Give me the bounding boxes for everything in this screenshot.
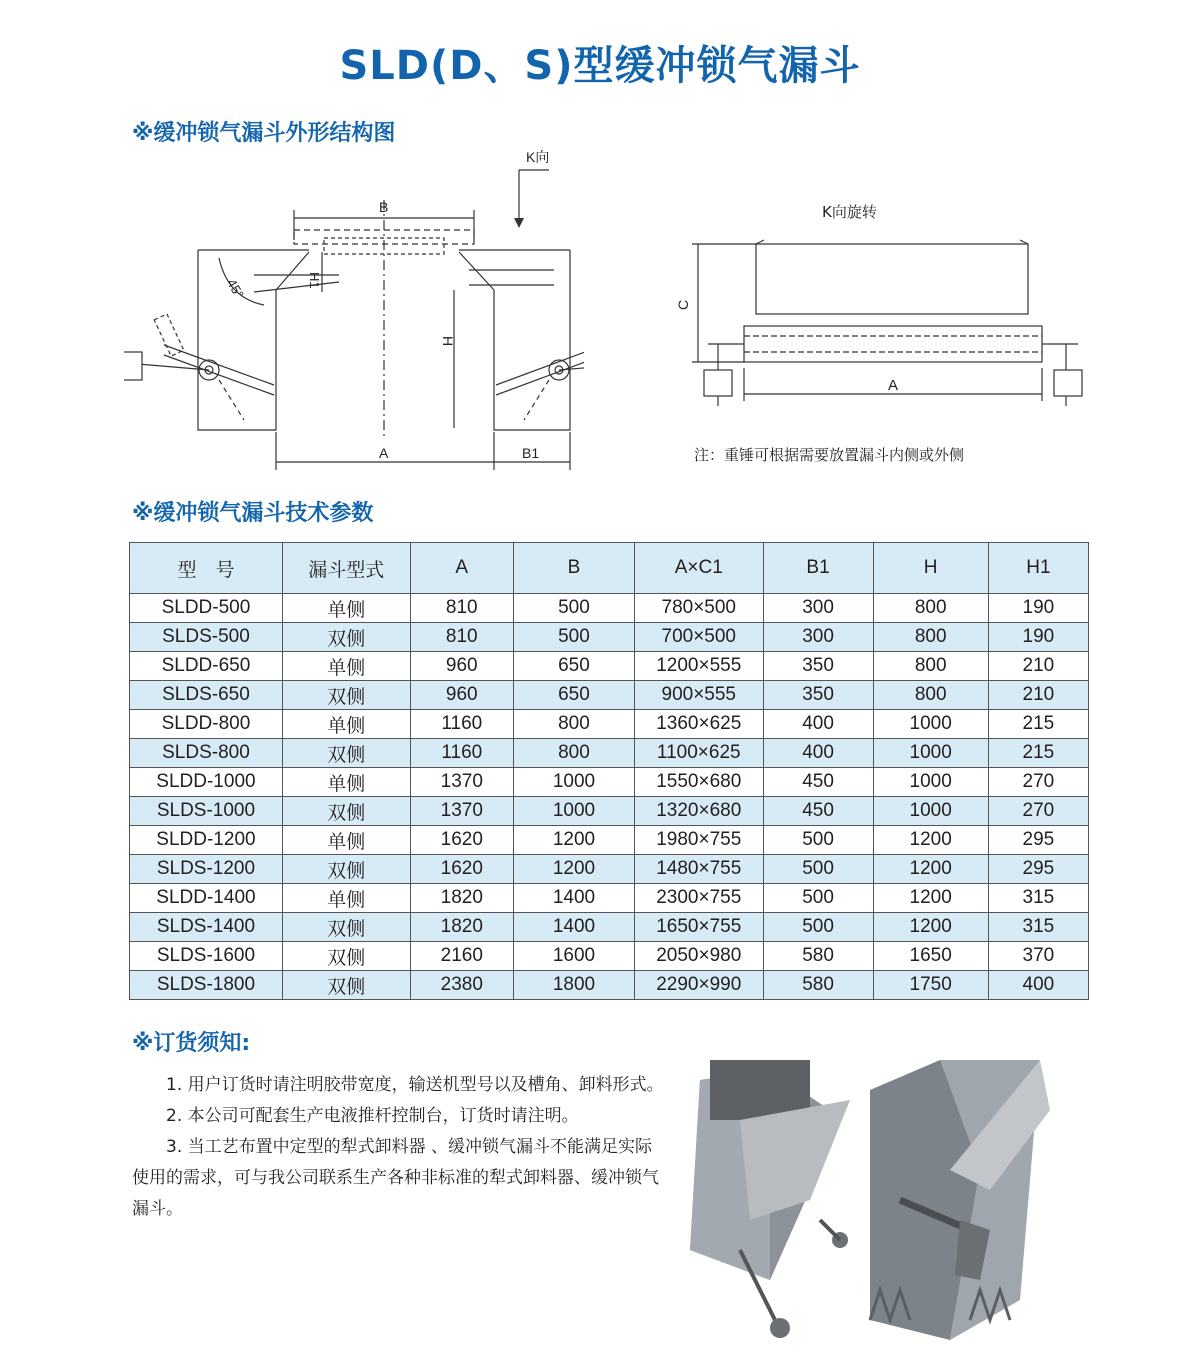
cell-model: SLDD-650 <box>130 652 283 681</box>
cell-type: 双侧 <box>282 797 410 826</box>
cell-type: 单侧 <box>282 768 410 797</box>
cell-a-c1: 780×500 <box>635 594 764 623</box>
table-row <box>130 710 1089 739</box>
cell-a: 1160 <box>410 739 513 768</box>
side-dim-a-label: A <box>888 377 899 394</box>
cell-a: 810 <box>410 623 513 652</box>
cell-a-c1: 1320×680 <box>635 797 764 826</box>
cell-type: 单侧 <box>282 884 410 913</box>
cell-h1: 270 <box>988 797 1088 826</box>
table-row <box>130 623 1089 652</box>
k-arrow-label: K向 <box>526 149 550 165</box>
cell-h: 800 <box>873 681 988 710</box>
dim-c-label: C <box>675 299 691 310</box>
cell-type: 双侧 <box>282 681 410 710</box>
front-view-diagram <box>124 140 584 480</box>
cell-h: 1200 <box>873 855 988 884</box>
notice-item-1: 1. 用户订货时请注明胶带宽度，输送机型号以及槽角、卸料形式。 <box>166 1075 664 1095</box>
cell-a: 1370 <box>410 797 513 826</box>
cell-b1: 400 <box>763 739 873 768</box>
cell-h1: 190 <box>988 594 1088 623</box>
cell-model: SLDS-1200 <box>130 855 283 884</box>
cell-model: SLDS-1400 <box>130 913 283 942</box>
cell-model: SLDS-650 <box>130 681 283 710</box>
cell-h: 1200 <box>873 913 988 942</box>
table-row <box>130 913 1089 942</box>
parameters-heading: ※缓冲锁气漏斗技术参数 <box>132 501 374 526</box>
left-side-counterweight <box>704 370 732 396</box>
cell-h1: 295 <box>988 826 1088 855</box>
cell-b: 650 <box>513 681 634 710</box>
cell-a: 2380 <box>410 971 513 1000</box>
cell-h: 800 <box>873 594 988 623</box>
cell-b: 1200 <box>513 826 634 855</box>
cell-h: 1750 <box>873 971 988 1000</box>
table-row <box>130 855 1089 884</box>
table-header-row <box>130 543 1089 594</box>
cell-h1: 215 <box>988 710 1088 739</box>
dim-h1-label: H1 <box>307 272 322 289</box>
left-counterweight <box>124 352 142 380</box>
cell-a: 1820 <box>410 913 513 942</box>
cell-model: SLDD-500 <box>130 594 283 623</box>
structure-heading: ※缓冲锁气漏斗外形结构图 <box>132 121 396 146</box>
table-row <box>130 739 1089 768</box>
weight-note: 注：重锤可根据需要放置漏斗内侧或外侧 <box>694 446 965 464</box>
dim-h-label: H <box>440 336 456 347</box>
cell-a-c1: 2290×990 <box>635 971 764 1000</box>
cell-b1: 500 <box>763 913 873 942</box>
cell-a: 960 <box>410 681 513 710</box>
cell-model: SLDS-1800 <box>130 971 283 1000</box>
cell-b: 500 <box>513 623 634 652</box>
right-side-counterweight <box>1054 370 1082 396</box>
dim-b1-label: B1 <box>522 445 540 461</box>
cell-a-c1: 1200×555 <box>635 652 764 681</box>
cell-a: 1820 <box>410 884 513 913</box>
cell-a: 960 <box>410 652 513 681</box>
cell-type: 单侧 <box>282 594 410 623</box>
side-view-title: K向旋转 <box>822 203 877 221</box>
cell-a-c1: 1650×755 <box>635 913 764 942</box>
table-row <box>130 971 1089 1000</box>
cell-b: 1400 <box>513 884 634 913</box>
cell-model: SLDS-1000 <box>130 797 283 826</box>
cell-a: 1620 <box>410 855 513 884</box>
cell-a-c1: 900×555 <box>635 681 764 710</box>
page-title: SLD(D、S)型缓冲锁气漏斗 <box>339 43 861 89</box>
cell-a-c1: 2050×980 <box>635 942 764 971</box>
cell-b: 1800 <box>513 971 634 1000</box>
cell-h1: 315 <box>988 913 1088 942</box>
cell-b: 1600 <box>513 942 634 971</box>
cell-h1: 295 <box>988 855 1088 884</box>
cell-type: 双侧 <box>282 855 410 884</box>
table-row <box>130 884 1089 913</box>
cell-h1: 210 <box>988 652 1088 681</box>
cell-model: SLDD-1000 <box>130 768 283 797</box>
cell-b: 1400 <box>513 913 634 942</box>
cell-b1: 580 <box>763 971 873 1000</box>
header-model: 型 号 <box>130 543 283 594</box>
cell-a-c1: 2300×755 <box>635 884 764 913</box>
cell-b1: 300 <box>763 594 873 623</box>
angle-label: 45° <box>224 276 247 301</box>
table-row <box>130 797 1089 826</box>
product-photo-double <box>860 1050 1060 1340</box>
cell-b1: 580 <box>763 942 873 971</box>
spec-table <box>129 542 1089 1000</box>
cell-type: 单侧 <box>282 652 410 681</box>
cell-a: 1160 <box>410 710 513 739</box>
table-row <box>130 826 1089 855</box>
cell-h: 1000 <box>873 768 988 797</box>
cell-b1: 500 <box>763 826 873 855</box>
cell-h1: 370 <box>988 942 1088 971</box>
cell-h: 1200 <box>873 884 988 913</box>
cell-h1: 210 <box>988 681 1088 710</box>
cell-b1: 300 <box>763 623 873 652</box>
cell-model: SLDD-1200 <box>130 826 283 855</box>
cell-a: 2160 <box>410 942 513 971</box>
cell-b1: 500 <box>763 855 873 884</box>
cell-b: 1000 <box>513 768 634 797</box>
cell-model: SLDS-1600 <box>130 942 283 971</box>
cell-b1: 350 <box>763 681 873 710</box>
table-row <box>130 652 1089 681</box>
table-row <box>130 594 1089 623</box>
cell-b: 650 <box>513 652 634 681</box>
cell-b1: 450 <box>763 797 873 826</box>
cell-model: SLDD-1400 <box>130 884 283 913</box>
header-b1: B1 <box>763 543 873 594</box>
cell-b: 800 <box>513 739 634 768</box>
cell-b: 1000 <box>513 797 634 826</box>
cell-model: SLDS-500 <box>130 623 283 652</box>
cell-a: 1370 <box>410 768 513 797</box>
table-row <box>130 942 1089 971</box>
cell-a-c1: 1360×625 <box>635 710 764 739</box>
cell-b: 1200 <box>513 855 634 884</box>
cell-a: 810 <box>410 594 513 623</box>
cell-type: 双侧 <box>282 739 410 768</box>
cell-h: 1000 <box>873 739 988 768</box>
cell-type: 双侧 <box>282 942 410 971</box>
table-row <box>130 768 1089 797</box>
header-a-c1: A×C1 <box>635 543 764 594</box>
cell-model: SLDS-800 <box>130 739 283 768</box>
cell-b1: 500 <box>763 884 873 913</box>
roller-shaft <box>744 326 1042 362</box>
cell-a-c1: 1980×755 <box>635 826 764 855</box>
table-row <box>130 681 1089 710</box>
cell-a: 1620 <box>410 826 513 855</box>
header-h: H <box>873 543 988 594</box>
cell-h: 1000 <box>873 797 988 826</box>
ordering-heading: ※订货须知: <box>132 1031 251 1056</box>
cell-b1: 400 <box>763 710 873 739</box>
header-type: 漏斗型式 <box>282 543 410 594</box>
dim-a-label: A <box>379 445 389 461</box>
cell-h: 1650 <box>873 942 988 971</box>
cell-h: 800 <box>873 623 988 652</box>
cell-type: 双侧 <box>282 913 410 942</box>
notice-item-3: 3. 当工艺布置中定型的犁式卸料器 、缓冲锁气漏斗不能满足实际使用的需求，可与我公司联系生产各种非标准的犁式卸料器、缓冲锁气漏斗。 <box>132 1137 659 1219</box>
cell-type: 单侧 <box>282 710 410 739</box>
cell-a-c1: 1480×755 <box>635 855 764 884</box>
cell-h: 800 <box>873 652 988 681</box>
cell-model: SLDD-800 <box>130 710 283 739</box>
cell-h: 1200 <box>873 826 988 855</box>
cell-a-c1: 1100×625 <box>635 739 764 768</box>
right-hopper-outline <box>494 250 570 430</box>
cell-b1: 350 <box>763 652 873 681</box>
cell-b1: 450 <box>763 768 873 797</box>
cell-type: 双侧 <box>282 623 410 652</box>
cell-h1: 400 <box>988 971 1088 1000</box>
cell-h1: 270 <box>988 768 1088 797</box>
ordering-notes <box>132 1070 668 1225</box>
cell-h1: 190 <box>988 623 1088 652</box>
product-photo-single <box>680 1050 860 1340</box>
notice-item-2: 2. 本公司可配套生产电液推杆控制台，订货时请注明。 <box>166 1106 579 1126</box>
cell-type: 双侧 <box>282 971 410 1000</box>
header-h1: H1 <box>988 543 1088 594</box>
header-b: B <box>513 543 634 594</box>
cell-a-c1: 1550×680 <box>635 768 764 797</box>
hopper-body <box>756 244 1028 314</box>
cell-b: 500 <box>513 594 634 623</box>
cell-b: 800 <box>513 710 634 739</box>
cell-a-c1: 700×500 <box>635 623 764 652</box>
table-body <box>130 594 1089 1000</box>
cell-h: 1000 <box>873 710 988 739</box>
header-a: A <box>410 543 513 594</box>
cell-h1: 215 <box>988 739 1088 768</box>
dim-b-label: B <box>379 199 389 215</box>
cell-type: 单侧 <box>282 826 410 855</box>
cell-h1: 315 <box>988 884 1088 913</box>
side-view-diagram <box>664 196 1084 418</box>
